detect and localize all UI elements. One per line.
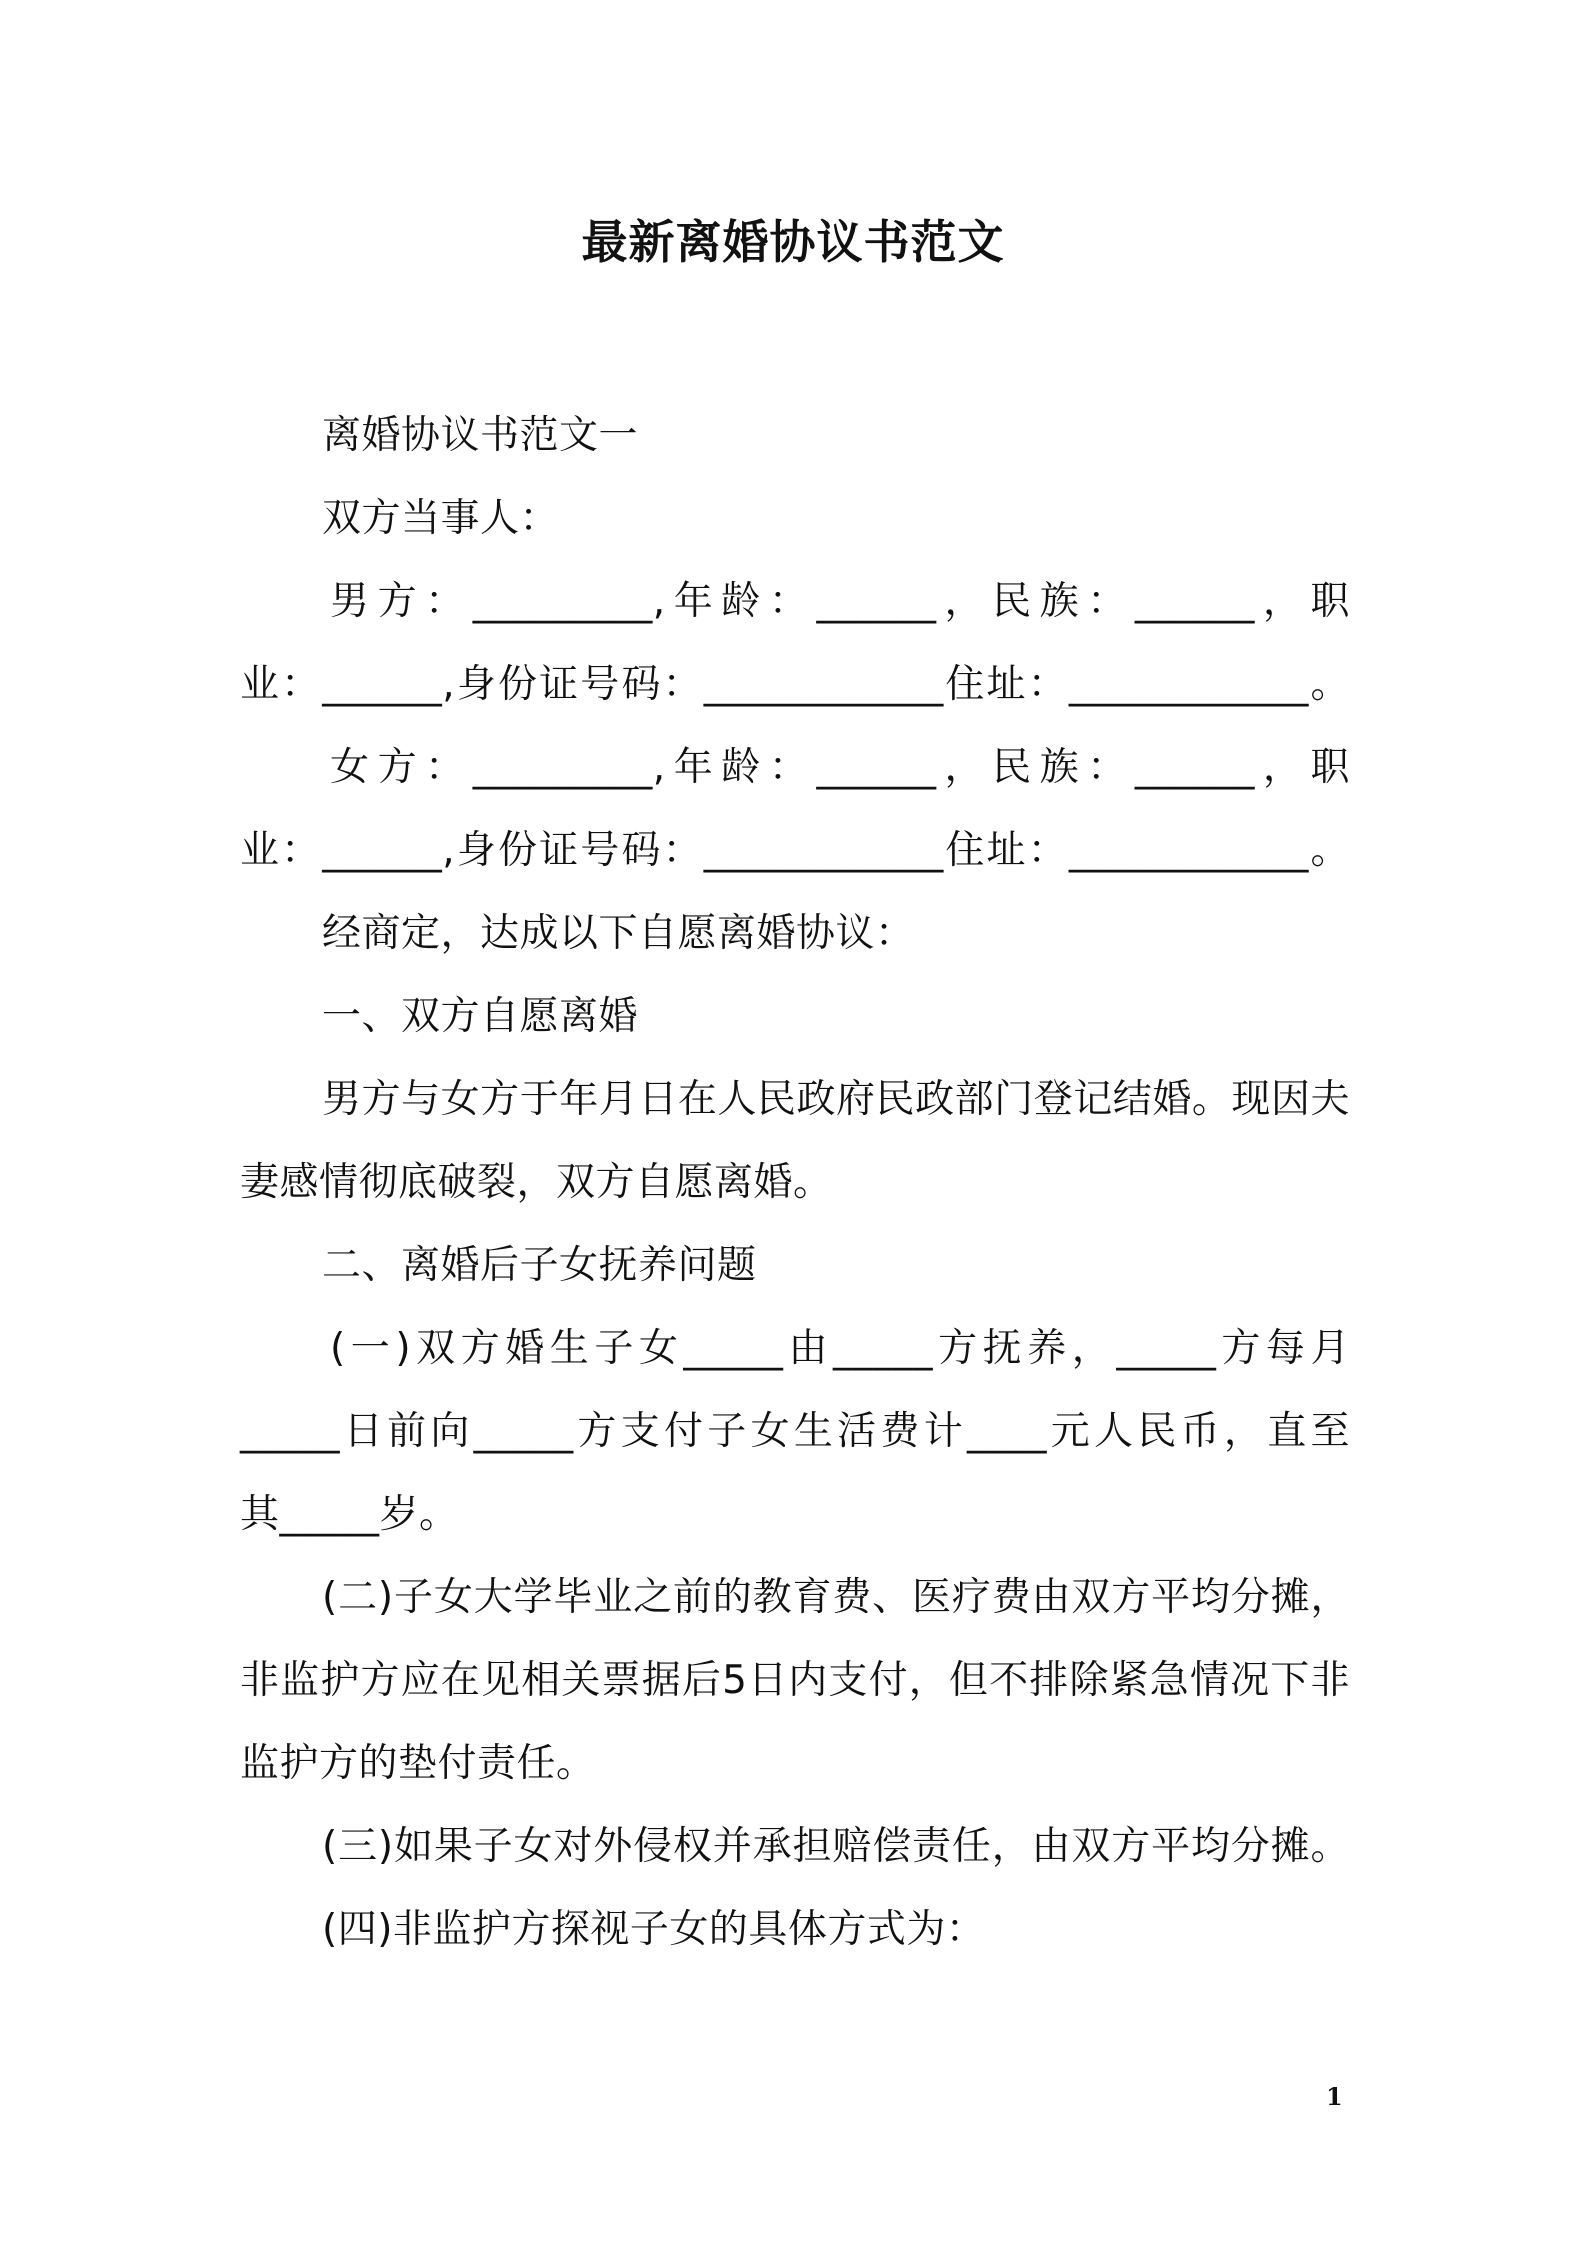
paragraph-line: 双方当事人： (322, 496, 560, 541)
paragraph-line: (一)双方婚生子女_____由_____方抚养，_____方每月 (330, 1326, 1350, 1371)
section-heading: 二、离婚后子女抚养问题 (322, 1243, 757, 1288)
paragraph-line: (二)子女大学毕业之前的教育费、医疗费由双方平均分摊， (322, 1575, 1350, 1620)
paragraph-line: (四)非监护方探视子女的具体方式为： (322, 1907, 986, 1952)
paragraph-line: (三)如果子女对外侵权并承担赔偿责任，由双方平均分摊。 (322, 1824, 1350, 1869)
paragraph-line: 非监护方应在见相关票据后5日内支付，但不排除紧急情况下非 (240, 1658, 1350, 1703)
document-title: 最新离婚协议书范文 (581, 215, 1005, 269)
paragraph-line: 业：______,身份证号码：____________住址：____________。 (240, 828, 1350, 873)
paragraph-line: 监护方的垫付责任。 (240, 1741, 596, 1786)
paragraph-line: 男方与女方于年月日在人民政府民政部门登记结婚。现因夫 (322, 1077, 1350, 1122)
paragraph-line: _____日前向_____方支付子女生活费计____元人民币，直至 (240, 1409, 1350, 1454)
paragraph-line: 经商定，达成以下自愿离婚协议： (322, 911, 915, 956)
page-number: 1 (1326, 2082, 1343, 2111)
section-heading: 离婚协议书范文一 (322, 413, 639, 458)
section-heading: 一、双方自愿离婚 (322, 994, 639, 1039)
paragraph-line: 女方：_________,年龄：______，民族：______，职 (330, 745, 1350, 790)
paragraph-line: 业：______,身份证号码：____________住址：____________。 (240, 662, 1350, 707)
paragraph-line: 其_____岁。 (240, 1492, 459, 1537)
paragraph-line: 男方：_________,年龄：______，民族：______，职 (330, 579, 1350, 624)
paragraph-line: 妻感情彻底破裂，双方自愿离婚。 (240, 1160, 833, 1205)
